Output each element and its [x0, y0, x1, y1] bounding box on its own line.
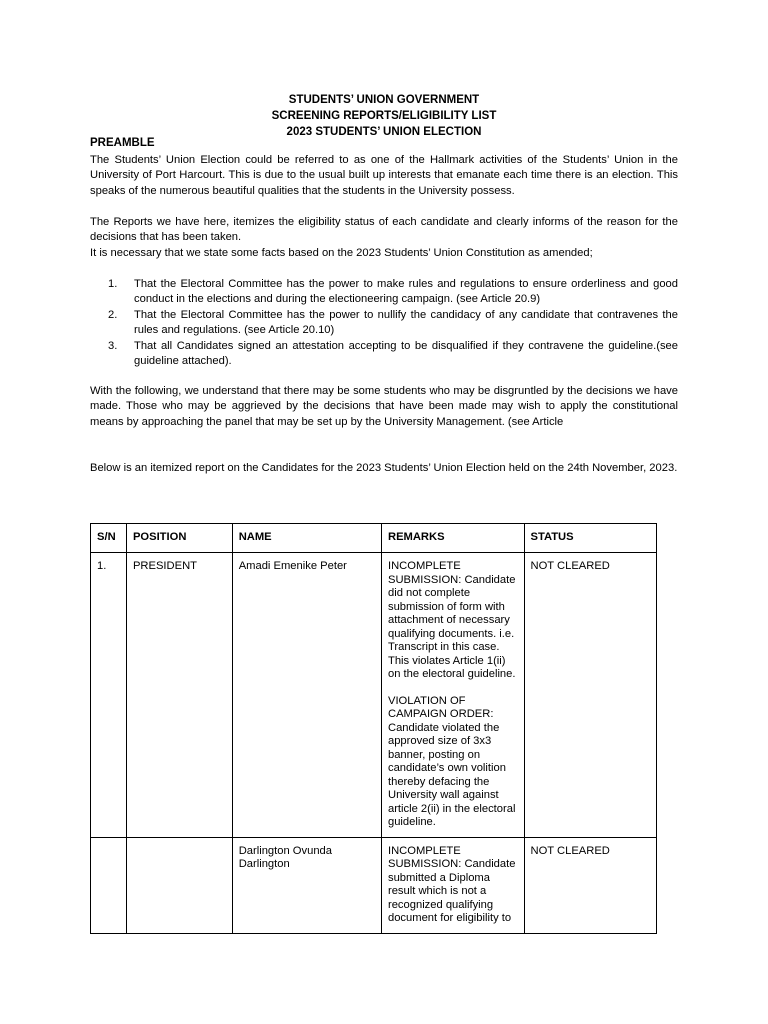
cell-name: Darlington Ovunda Darlington: [232, 837, 381, 933]
list-item: [108, 339, 678, 370]
table-row: [91, 553, 657, 838]
remark-campaign-violation: VIOLATION OF CAMPAIGN ORDER: Candidate violated the approved size of 3x3 banner, posting on candidate’s own volition thereby defacing the University wall against article 2(ii) in the electoral guideline.: [387, 694, 516, 828]
table-row: [91, 837, 657, 933]
column-header-sn: S/N: [91, 524, 127, 553]
remark-incomplete-submission: INCOMPLETE SUBMISSION: Candidate did not complete submission of form with attachment of necessary qualifying documents. i.e. Transcript in this case. This violates Article 1(ii) on the electoral guideline.: [387, 560, 516, 680]
cell-remarks: [381, 553, 524, 838]
preamble-paragraph-3: It is necessary that we state some facts based on the 2023 Students’ Union Constitution as amended;: [90, 247, 593, 259]
cell-sn: [91, 837, 127, 933]
column-header-status: STATUS: [524, 524, 656, 553]
list-item-number: 3.: [108, 339, 118, 352]
cell-status: NOT CLEARED: [524, 837, 656, 933]
cell-name: Amadi Emenike Peter: [232, 553, 381, 838]
list-item: [108, 277, 678, 308]
preamble-paragraph-1: The Students’ Union Election could be referred to as one of the Hallmark activities of the Students’ Union in the University of Port Harcourt. This is due to the usual built up interests that emanate each time there is an election. This speaks of the numerous beautiful qualities that the students in the University possess.: [90, 154, 678, 197]
header-line-2: SCREENING REPORTS/ELIGIBILITY LIST: [271, 110, 497, 122]
cell-sn: 1.: [91, 553, 127, 838]
column-header-name: NAME: [232, 524, 381, 553]
list-item-text: That the Electoral Committee has the power to nullify the candidacy of any candidate that contravenes the rules and regulations. (see Article 20.10): [134, 308, 678, 337]
cell-remarks: [381, 837, 524, 933]
eligibility-table: [90, 523, 657, 934]
column-header-position: POSITION: [126, 524, 232, 553]
header-line-3: 2023 STUDENTS’ UNION ELECTION: [286, 126, 482, 138]
preamble-heading: PREAMBLE: [90, 137, 155, 149]
list-item-number: 2.: [108, 308, 118, 321]
aggrieved-paragraph: With the following, we understand that there may be some students who may be disgruntled by the decisions we have made. Those who may be aggrieved by the decisions that have been made may wish to apply the constitutional means by approaching the panel that may be set up by the University Management. (see Article: [90, 385, 678, 428]
remark-incomplete-submission: INCOMPLETE SUBMISSION: Candidate submitted a Diploma result which is not a recognized qualifying document for eligibility to: [387, 844, 516, 924]
list-item: [108, 308, 678, 339]
preamble-paragraph-2: The Reports we have here, itemizes the eligibility status of each candidate and clearly informs of the reason for the decisions that has been taken.: [90, 216, 678, 244]
document-header: [0, 92, 768, 140]
list-item-text: That the Electoral Committee has the power to make rules and regulations to ensure orderliness and good conduct in the elections and during the electioneering campaign. (see Article 20.9): [134, 278, 678, 306]
table-header-row: [91, 524, 657, 553]
column-header-remarks: REMARKS: [381, 524, 524, 553]
cell-status: NOT CLEARED: [524, 553, 656, 838]
cell-position: [126, 837, 232, 933]
list-item-text: That all Candidates signed an attestation accepting to be disqualified if they contravene the guideline.(see guideline attached).: [134, 339, 678, 368]
list-item-number: 1.: [108, 278, 118, 290]
cell-position: PRESIDENT: [126, 553, 232, 838]
itemized-report-intro: Below is an itemized report on the Candidates for the 2023 Students’ Union Election held on the 24th November, 2023.: [90, 462, 678, 474]
facts-list: [108, 277, 678, 369]
header-line-1: STUDENTS’ UNION GOVERNMENT: [288, 94, 480, 106]
